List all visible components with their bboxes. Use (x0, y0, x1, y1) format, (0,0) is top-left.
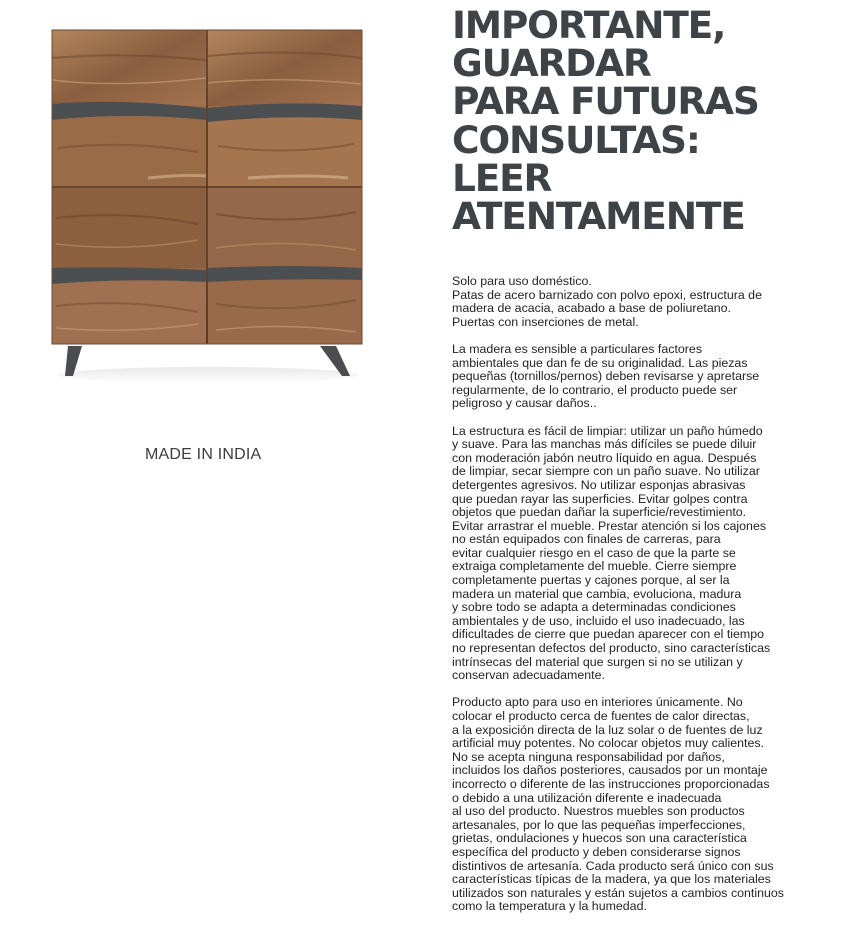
title-line: IMPORTANTE, (452, 3, 726, 47)
paragraph-line: de limpiar, secar siempre con un paño suave. No utilizar (452, 464, 760, 479)
paragraph-line: intrínsecas del material que surgen si no se utilizan y (452, 654, 743, 669)
paragraph-line: con moderación jabón neutro líquido en agua. Después (452, 450, 757, 465)
paragraph-line: distintivos de artesanía. Cada producto será único con sus (452, 858, 774, 873)
paragraph-line: incluidos los daños posteriores, causados por un montaje (452, 763, 768, 778)
page-title (452, 3, 857, 239)
paragraph-line: al uso del producto. Nuestros muebles son productos (452, 804, 745, 819)
paragraph-line: ambientales y de uso, incluido el uso inadecuado, las (452, 613, 745, 628)
instruction-paragraph (452, 425, 852, 683)
paragraph-line: No se acepta ninguna responsabilidad por daños, (452, 749, 725, 764)
paragraph-line: objetos que puedan dañar la superficie/revestimiento. (452, 505, 747, 520)
title-line: ATENTAMENTE (452, 194, 745, 239)
title-line: CONSULTAS: (452, 117, 700, 162)
paragraph-line: dificultades de cierre que puedan aparecer con el tiempo (452, 627, 765, 642)
paragraph-line: no están equipados con finales de carreras, para (452, 532, 721, 547)
paragraph-line: peligroso y causar daños.. (452, 396, 597, 411)
paragraph-line: pequeñas (tornillos/pernos) deben revisarse y apretarse (452, 369, 760, 384)
paragraph-line: completamente puertas y cajones porque, al ser la (452, 573, 730, 588)
paragraph-line: o debido a una utilización diferente e inadecuada (452, 790, 722, 805)
paragraph-line: Patas de acero barnizado con polvo epoxi, estructura de (452, 287, 762, 302)
paragraph-line: y suave. Para las manchas más difíciles se puede diluir (452, 437, 757, 452)
paragraph-line: regularmente, de lo contrario, el producto puede ser (452, 382, 738, 397)
paragraph-line: a la exposición directa de la luz solar o de fuentes de luz (452, 722, 763, 737)
paragraph-line: madera de acacia, acabado a base de poliuretano. (452, 301, 731, 316)
paragraph-line: grietas, ondulaciones y huecos son una característica (452, 831, 747, 846)
instruction-paragraph (452, 343, 852, 411)
title-line: GUARDAR (452, 41, 651, 86)
paragraph-line: detergentes agresivos. No utilizar esponjas abrasivas (452, 477, 746, 492)
title-line: LEER (452, 155, 552, 200)
paragraph-line: y sobre todo se adapta a determinadas condiciones (452, 600, 736, 615)
paragraph-line: artesanales, por lo que las pequeñas imperfecciones, (452, 817, 746, 832)
paragraph-line: Evitar arrastrar el mueble. Prestar atención si los cajones (452, 518, 767, 533)
paragraph-line: utilizados son naturales y están sujetos a cambios continuos (452, 885, 784, 900)
paragraph-line: que puedan rayar las superficies. Evitar golpes contra (452, 491, 748, 506)
title-line: PARA FUTURAS (452, 79, 759, 124)
paragraph-line: características típicas de la madera, ya que los materiales (452, 872, 771, 887)
paragraph-line: como la temperatura y la humedad. (452, 899, 647, 914)
paragraph-line: colocar el producto cerca de fuentes de calor directas, (452, 709, 750, 723)
paragraph-line: incorrecto o diferente de las instrucciones proporcionadas (452, 776, 770, 791)
paragraph-line: conservan adecuadamente. (452, 668, 605, 683)
instruction-paragraph (452, 275, 852, 329)
paragraph-line: artificial muy potentes. No colocar objetos muy calientes. (452, 736, 764, 751)
instruction-paragraph (452, 696, 852, 914)
paragraph-line: no representan defectos del producto, sino características (452, 641, 771, 656)
origin-label: MADE IN INDIA (145, 446, 262, 463)
paragraph-line: evitar cualquier riesgo en el caso de que la parte se (452, 545, 736, 560)
paragraph-line: La estructura es fácil de limpiar: utilizar un paño húmedo (452, 423, 763, 438)
paragraph-line: Puertas con inserciones de metal. (452, 314, 639, 329)
instructions-text (452, 275, 852, 928)
paragraph-line: Producto apto para uso en interiores únicamente. No (452, 695, 743, 710)
wooden-cabinet-icon (48, 28, 368, 388)
paragraph-line: ambientales que dan fe de su originalidad. Las piezas (452, 355, 748, 370)
paragraph-line: específica del producto y deben considerarse signos (452, 844, 741, 859)
paragraph-line: La madera es sensible a particulares factores (452, 341, 703, 356)
paragraph-line: extraiga completamente del mueble. Cierre siempre (452, 559, 737, 574)
paragraph-line: madera un material que cambia, evoluciona, madura (452, 586, 742, 601)
paragraph-line: Solo para uso doméstico. (452, 274, 592, 288)
